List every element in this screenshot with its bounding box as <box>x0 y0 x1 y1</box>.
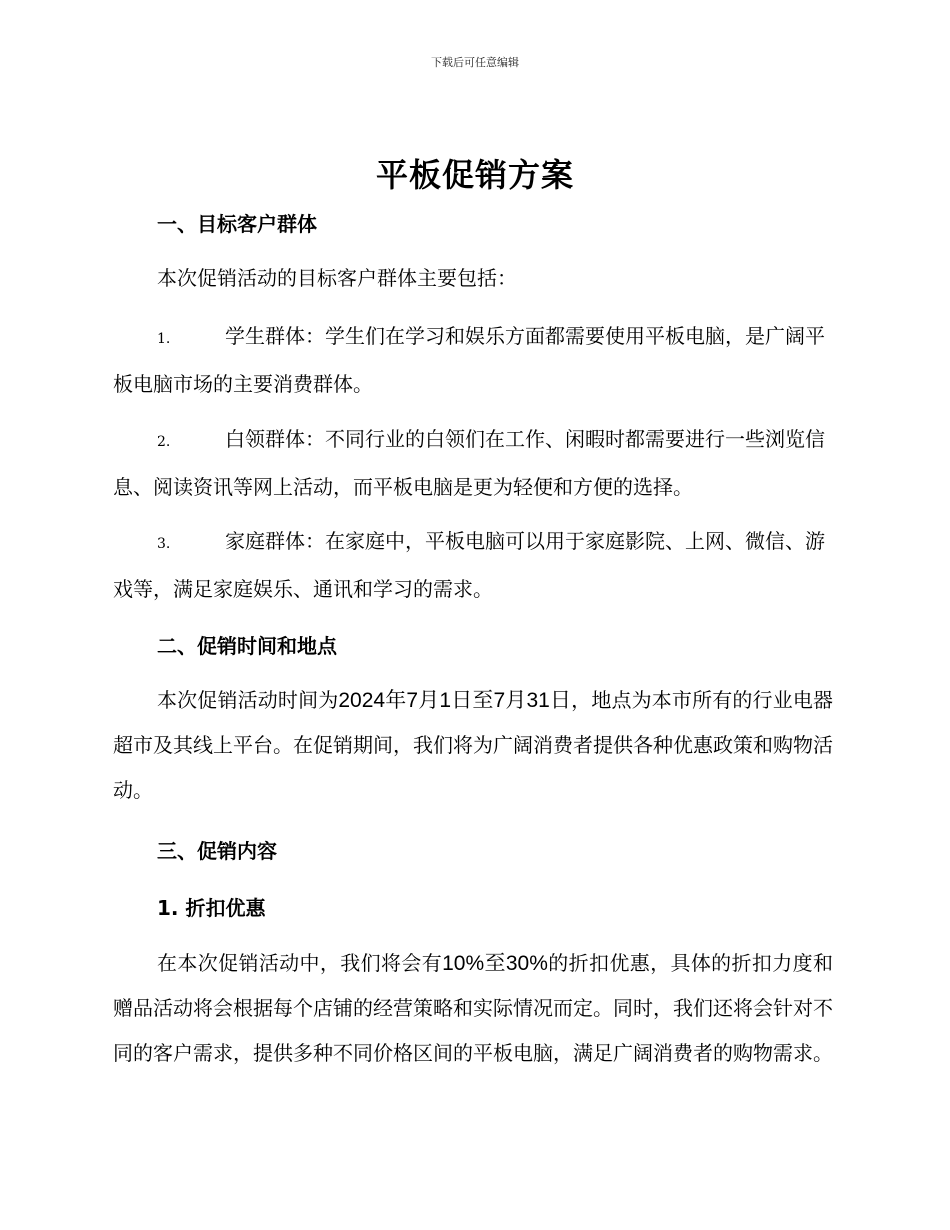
date-range: 2024年7月1日至7月31日 <box>338 689 572 712</box>
discount-text-after: 的折扣优惠，具体的折扣力度和赠品活动将会根据每个店铺的经营策略和实际情况而定。同时，我们还将会针对不同的客户需求，提供多种不同价格区间的平板电脑，满足广阔消费者的购物需求。 <box>113 951 834 1065</box>
list-item-text: 家庭群体：在家庭中，平板电脑可以用于家庭影院、上网、微信、游戏等，满足家庭娱乐、通讯和学习的需求。 <box>113 529 825 601</box>
section-heading-promo-content: 三、促销内容 <box>157 839 277 863</box>
discount-range: 10%至30% <box>442 952 548 975</box>
paragraph-discount <box>113 941 833 1076</box>
discount-text-before: 在本次促销活动中，我们将会有 <box>157 951 443 975</box>
paragraph-target-intro: 本次促销活动的目标客户群体主要包括： <box>157 266 517 290</box>
list-item-family <box>113 519 833 612</box>
paragraph-time-place <box>113 678 833 813</box>
section-heading-target-customers: 一、目标客户群体 <box>157 212 317 236</box>
list-item-text: 白领群体：不同行业的白领们在工作、闲暇时都需要进行一些浏览信息、阅读资讯等网上活动，而平板电脑是更为轻便和方便的选择。 <box>113 427 825 499</box>
document-title: 平板促销方案 <box>375 156 574 194</box>
list-item-text: 学生群体：学生们在学习和娱乐方面都需要使用平板电脑，是广阔平板电脑市场的主要消费群体。 <box>113 324 825 396</box>
section-heading-time-place: 二、促销时间和地点 <box>157 634 337 658</box>
time-place-text-after: ，地点为本市所有的行业电器超市及其线上平台。在促销期间，我们将为广阔消费者提供各种优惠政策和购物活动。 <box>113 688 833 802</box>
time-place-text-before: 本次促销活动时间为 <box>157 688 339 712</box>
sub-heading-discount: 1. 折扣优惠 <box>157 896 266 920</box>
list-item-students <box>113 314 833 407</box>
list-number: 1. <box>157 331 171 347</box>
list-number: 2. <box>157 434 171 450</box>
list-item-white-collar <box>113 417 833 510</box>
list-number: 3. <box>157 536 171 552</box>
header-note: 下载后可任意编辑 <box>431 56 519 69</box>
